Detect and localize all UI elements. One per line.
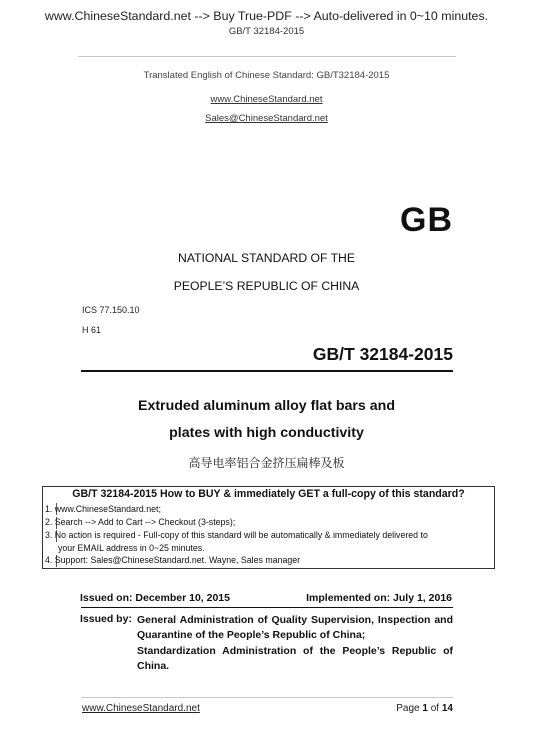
page-number (396, 703, 453, 714)
page-separator: of (427, 703, 442, 714)
buy-step-4: 4. Support: Sales@ChineseStandard.net. Wayne, Sales manager (45, 555, 301, 565)
translation-note: Translated English of Chinese Standard: GB/T32184-2015 (143, 70, 390, 81)
document-title-line2: plates with high conductivity (169, 425, 364, 441)
header-divider (78, 56, 456, 57)
gb-mark: GB (400, 201, 453, 239)
translation-email-link[interactable]: Sales@ChineseStandard.net (205, 113, 328, 124)
document-title-chinese: 高导电率铝合金挤压扁棒及板 (188, 456, 345, 470)
issuer-org-2: Standardization Administration of the People’s Republic of China. (137, 645, 453, 672)
footer-website-link[interactable]: www.ChineseStandard.net (82, 703, 200, 714)
translation-website-row (0, 89, 533, 107)
page-total: 14 (441, 703, 453, 714)
buy-box-heading: GB/T 32184-2015 How to BUY & immediately GET a full-copy of this standard? (72, 488, 465, 500)
header-doc-code: GB/T 32184-2015 (228, 26, 305, 37)
buy-step-3-continued: your EMAIL address in 0~25 minutes. (58, 543, 205, 553)
buy-step-3: 3. No action is required - Full-copy of this standard will be automatically & immediately delivered to (45, 530, 428, 540)
issued-date: Issued on: December 10, 2015 (80, 592, 230, 604)
classification-code: H 61 (82, 325, 102, 335)
buy-step-1[interactable]: 1. www.ChineseStandard.net; (45, 504, 161, 514)
buy-step-2: 2. Search --> Add to Cart --> Checkout (3-steps); (45, 517, 236, 527)
document-title-line1: Extruded aluminum alloy flat bars and (137, 398, 395, 414)
national-standard-line1: NATIONAL STANDARD OF THE (178, 251, 355, 265)
national-standard-line2: PEOPLE’S REPUBLIC OF CHINA (173, 279, 360, 293)
footer-divider (81, 697, 453, 698)
translation-website-link[interactable]: www.ChineseStandard.net (210, 94, 323, 105)
page-prefix: Page (396, 703, 423, 714)
implemented-date: Implemented on: July 1, 2016 (306, 592, 452, 604)
translation-email-row (0, 108, 533, 126)
title-divider (81, 370, 453, 372)
buy-instructions-box (42, 486, 495, 569)
dates-divider (81, 607, 453, 608)
issuer-org-1: General Administration of Quality Supervision, Inspection and Quarantine of the People’s Republic of China; (137, 614, 453, 641)
issued-by-label: Issued by: (80, 613, 132, 625)
ics-code: ICS 77.150.10 (82, 305, 140, 315)
standard-code: GB/T 32184-2015 (312, 344, 453, 364)
page-current: 1 (422, 703, 428, 714)
header-banner: www.ChineseStandard.net --> Buy True-PDF --> Auto-delivered in 0~10 minutes. (44, 9, 489, 23)
